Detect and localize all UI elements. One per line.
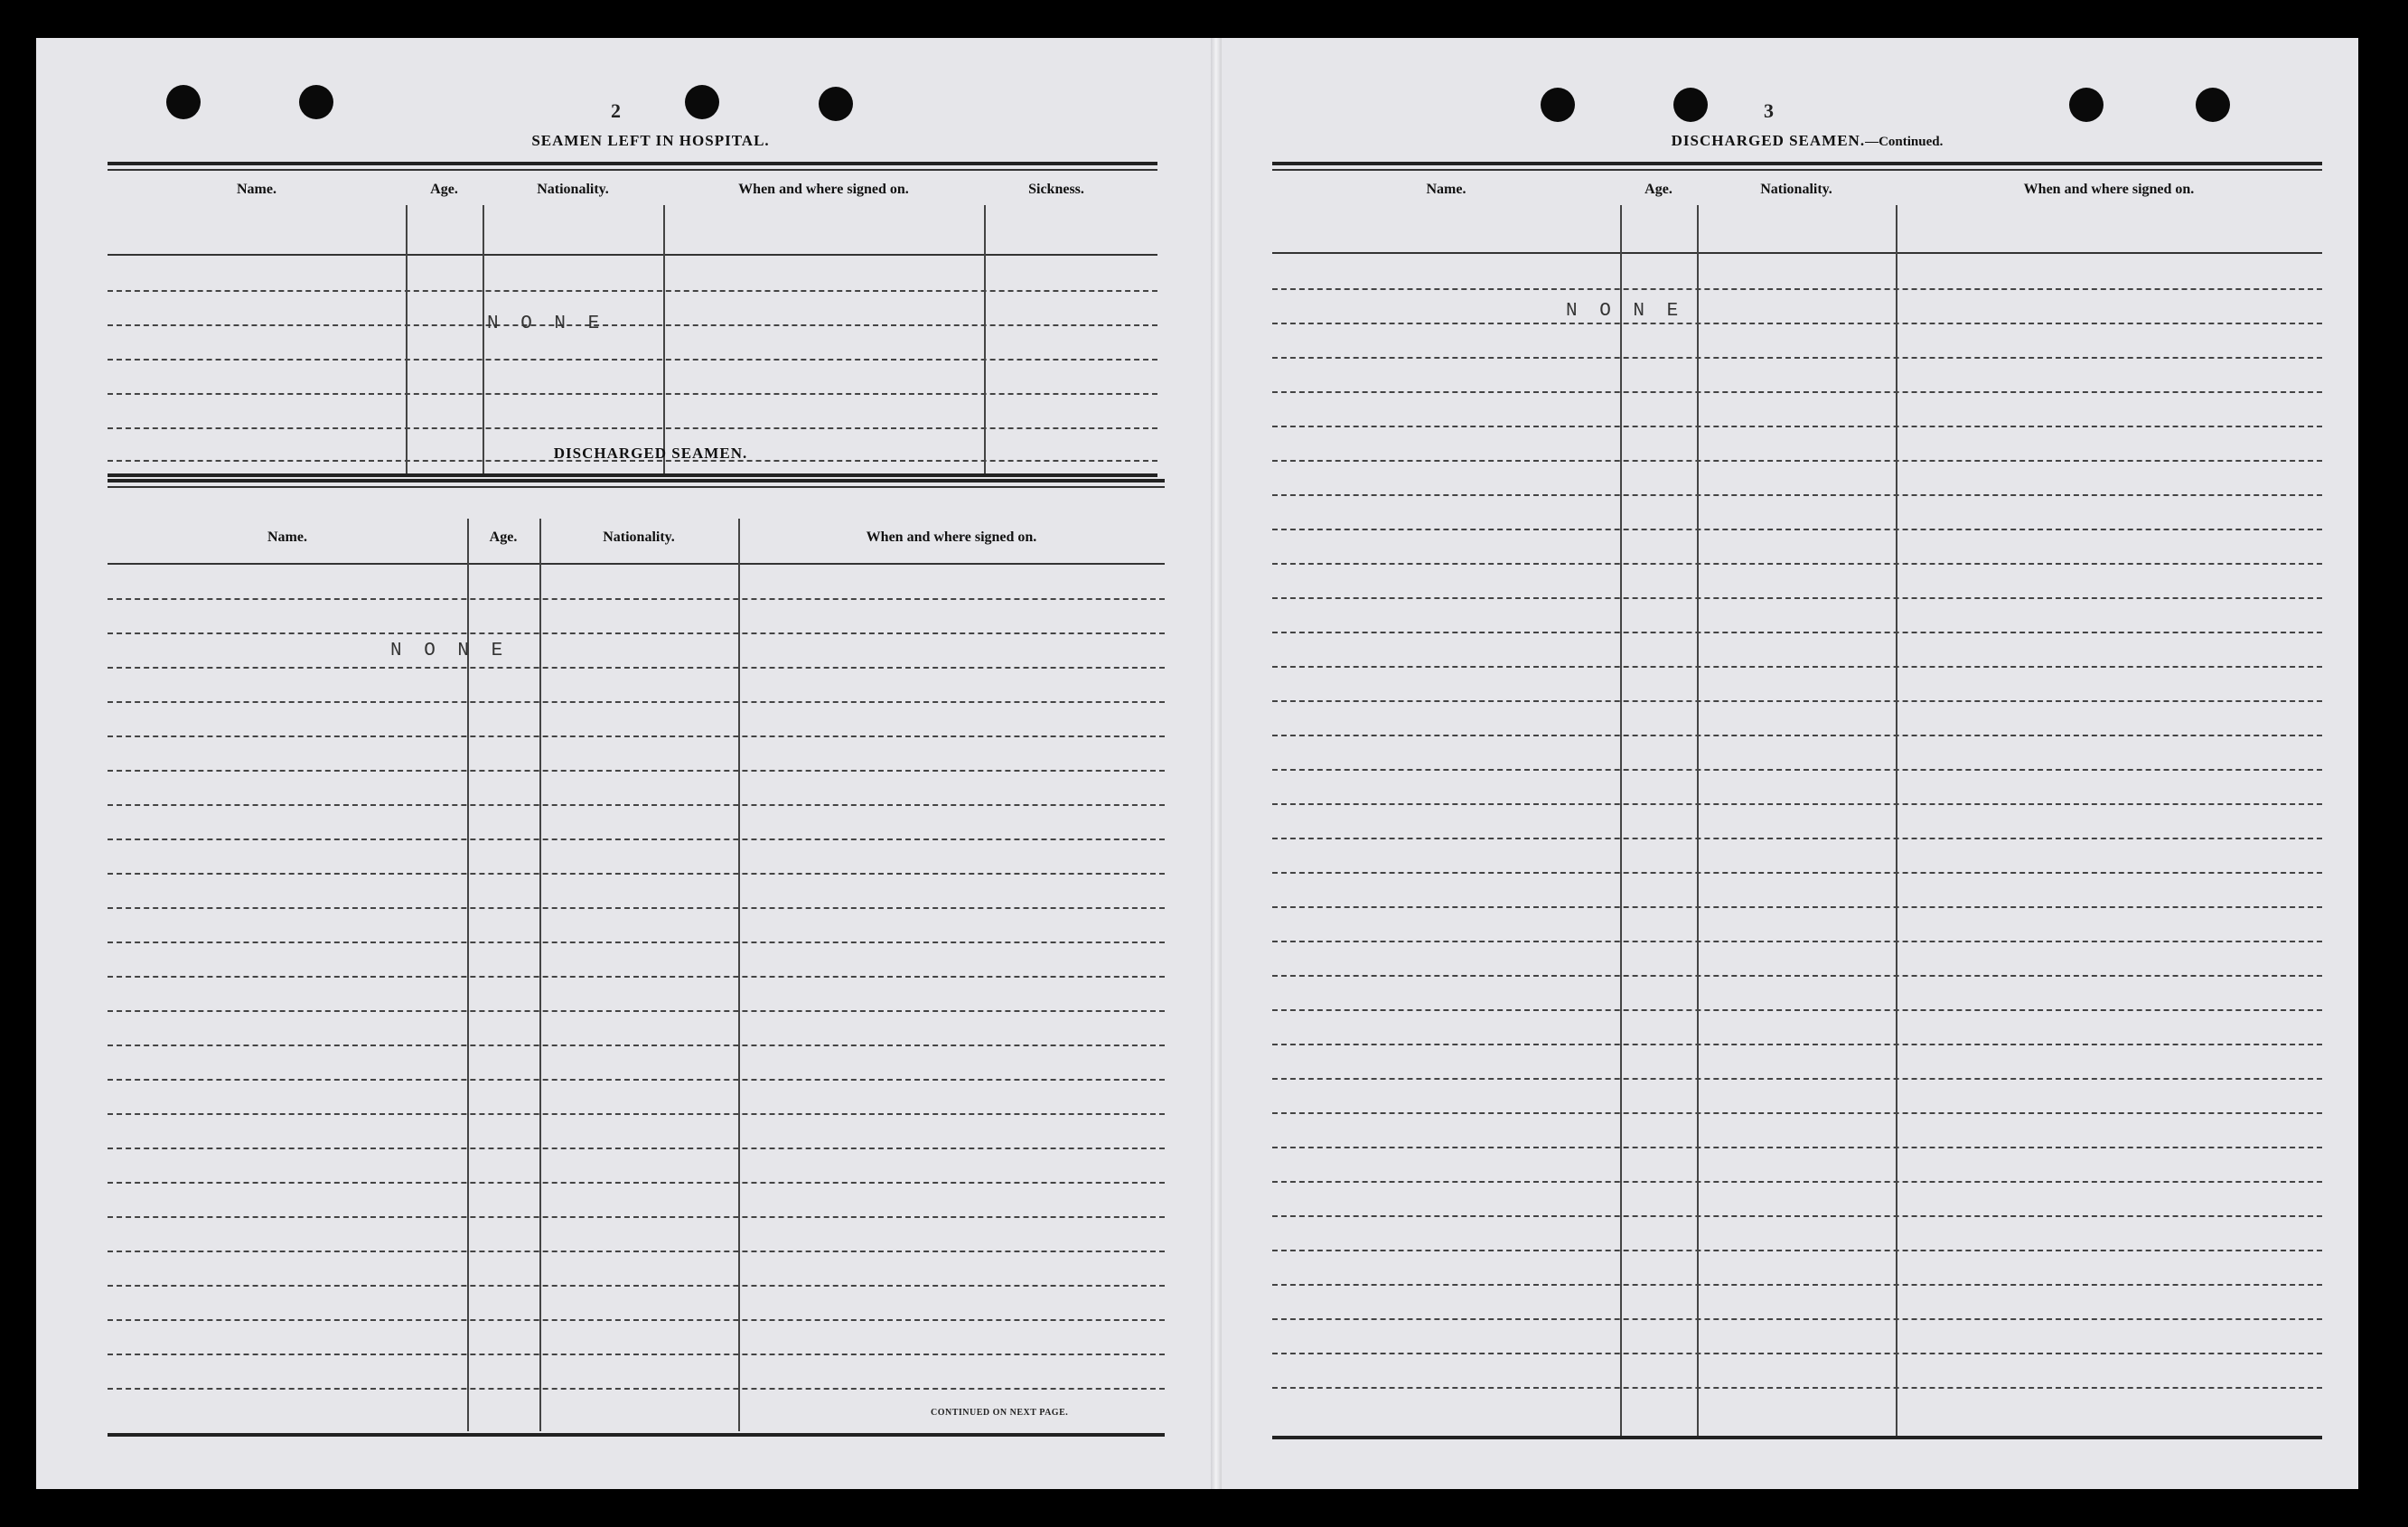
col-header-signed-on: When and where signed on. — [866, 529, 1037, 545]
right-page-number: 3 — [1764, 99, 1774, 122]
col-header-age: Age. — [1644, 182, 1672, 197]
document-sheet — [36, 38, 2358, 1489]
punch-hole — [2196, 88, 2230, 122]
discharged-title-right-suffix: —Continued. — [1865, 135, 1944, 149]
discharged-title-right-main: DISCHARGED SEAMEN. — [1671, 132, 1866, 149]
col-header-age: Age. — [430, 182, 458, 197]
punch-hole — [685, 85, 719, 119]
punch-hole — [1673, 88, 1708, 122]
continued-note: CONTINUED ON NEXT PAGE. — [931, 1408, 1069, 1418]
hospital-section-title: SEAMEN LEFT IN HOSPITAL. — [531, 132, 770, 149]
punch-hole — [819, 87, 853, 121]
discharged-section-title-left: DISCHARGED SEAMEN. — [553, 445, 748, 462]
discharged-table-right — [1272, 162, 2322, 1445]
col-header-nationality: Nationality. — [603, 529, 675, 545]
col-header-signed-on: When and where signed on. — [738, 182, 909, 197]
punch-hole — [166, 85, 201, 119]
center-fold — [1211, 38, 1222, 1489]
col-header-name: Name. — [237, 182, 276, 197]
punch-hole — [1541, 88, 1575, 122]
discharged-section-title-right — [1572, 132, 2042, 150]
hospital-table — [108, 162, 1157, 473]
hospital-entry-none: N O N E — [487, 314, 605, 334]
col-header-name: Name. — [267, 529, 307, 545]
col-header-sickness: Sickness. — [1028, 182, 1084, 197]
left-page-number: 2 — [611, 99, 621, 122]
discharged-entry-none-left: N O N E — [390, 641, 509, 661]
punch-hole — [299, 85, 333, 119]
col-header-signed-on: When and where signed on. — [2023, 182, 2195, 197]
col-header-nationality: Nationality. — [1760, 182, 1832, 197]
discharged-entry-none-right: N O N E — [1566, 301, 1684, 322]
discharged-table-left — [108, 470, 1165, 1437]
col-header-age: Age. — [489, 529, 518, 545]
punch-hole — [2069, 88, 2103, 122]
col-header-name: Name. — [1426, 182, 1466, 197]
col-header-nationality: Nationality. — [537, 182, 609, 197]
